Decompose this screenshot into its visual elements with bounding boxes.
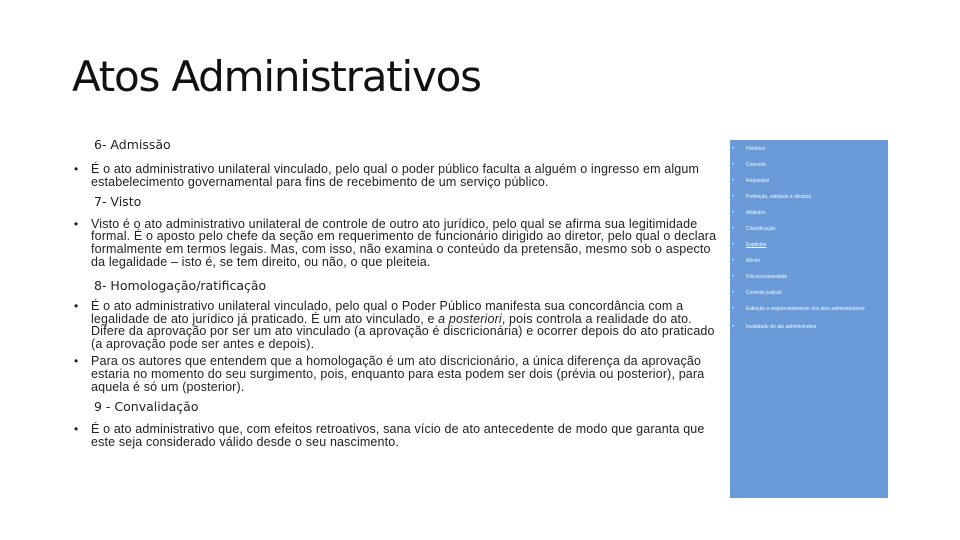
- sidebar-item-label: Controle judicial: [746, 290, 782, 296]
- sidebar-item-label: Conceito: [746, 162, 766, 168]
- bullet-dot-icon: •: [732, 242, 735, 248]
- section-heading-visto: 7- Visto: [94, 193, 142, 209]
- italic-term: a posteriori: [438, 311, 502, 326]
- sidebar-nav-panel: [730, 140, 888, 498]
- bullet-dot-icon: •: [732, 178, 735, 184]
- sidebar-item-label: Histórico: [746, 146, 766, 152]
- sidebar-item-requisitos[interactable]: [730, 178, 888, 192]
- section-heading-convalidacao: 9 - Convalidação: [94, 399, 199, 415]
- sidebar-item-invalidade[interactable]: [730, 324, 888, 338]
- sidebar-item-conceito[interactable]: [730, 162, 888, 176]
- bullet-dot-icon: •: [732, 194, 735, 200]
- bullet-dot-icon: •: [732, 324, 735, 330]
- sidebar-item-label: Invalidade do ato administrativo: [746, 324, 817, 330]
- slide-title: Atos Administrativos: [72, 52, 481, 101]
- sidebar-item-historico[interactable]: [730, 146, 888, 160]
- sidebar-item-label: Classificação: [746, 226, 776, 232]
- sidebar-item-label: Mérito: [746, 258, 760, 264]
- sidebar-item-extincao[interactable]: [730, 306, 888, 320]
- section-heading-admissao: 6- Admissão: [94, 137, 171, 152]
- sidebar-item-controle-judicial[interactable]: [730, 290, 888, 304]
- bullet-dot-icon: •: [732, 274, 735, 280]
- bullet-convalidacao: • É o ato administrativo que, com efeitos retroativos, sana vício de ato antecedente de modo que garanta que este seja considerado válido desde o seu nascimento.: [74, 423, 722, 449]
- sidebar-item-label: Requisitos: [746, 178, 770, 184]
- sidebar-item-label: Atributos: [746, 210, 766, 216]
- sidebar-item-label: Espécies: [746, 242, 767, 248]
- bullet-dot-icon: •: [732, 146, 735, 152]
- sidebar-item-classificacao[interactable]: [730, 226, 888, 240]
- bullet-homologacao-2: • Para os autores que entendem que a homologação é um ato discricionário, a única diferença da aprovação estaria no momento do seu surgimento, pois, enquanto para esta podem ser dois (prévia ou posterior), para aquela é só um (posterior).: [74, 355, 722, 393]
- bullet-homologacao-1: • É o ato administrativo unilateral vinculado, pelo qual o Poder Público manifesta sua concordância com a legalidade de ato jurídico já praticado. É um ato vinculado, e a posteriori, pois controla a realidade do ato. Difere da aprovação por ser um ato vinculado (a aprovação é discricionária) e ocorrer depois do ato praticado (a aprovação pode ser antes e depois).: [74, 300, 722, 351]
- bullet-visto: • Visto é o ato administrativo unilateral de controle de outro ato jurídico, pelo qual se afirma sua legitimidade formal. É o aposto pelo chefe da seção em requerimento de funcionário dirigido ao diretor, pelo qual o declara formalmente em termos legais. Mas, com isso, não examina o conteúdo da pretensão, mesmo sob o aspecto da legalidade – isto é, se tem direito, ou não, o que pleiteia.: [74, 218, 722, 269]
- sidebar-item-discricionariedade[interactable]: [730, 274, 888, 288]
- sidebar-item-label: Discricionariedade: [746, 274, 788, 280]
- bullet-admissao: • É o ato administrativo unilateral vinculado, pelo qual o poder público faculta a alguém o ingresso em algum estabelecimento governamental para fins de recebimento de um serviço público.: [74, 163, 722, 189]
- sidebar-item-atributos[interactable]: [730, 210, 888, 224]
- slide-content: [74, 136, 722, 449]
- section-heading-homologacao: 8- Homologação/ratificação: [94, 277, 267, 293]
- sidebar-item-especies[interactable]: [730, 242, 888, 256]
- bullet-dot-icon: •: [732, 226, 735, 232]
- bullet-dot-icon: •: [732, 306, 735, 312]
- sidebar-item-label: Perfeição, validade e eficácia: [746, 194, 812, 200]
- sidebar-item-merito[interactable]: [730, 258, 888, 272]
- bullet-dot-icon: •: [732, 290, 735, 296]
- bullet-dot-icon: •: [732, 258, 735, 264]
- bullet-dot-icon: •: [732, 210, 735, 216]
- bullet-dot-icon: •: [732, 162, 735, 168]
- sidebar-item-label: Extinção e reaproveitamento dos atos administrativos: [746, 306, 865, 312]
- sidebar-item-perfeicao[interactable]: [730, 194, 888, 208]
